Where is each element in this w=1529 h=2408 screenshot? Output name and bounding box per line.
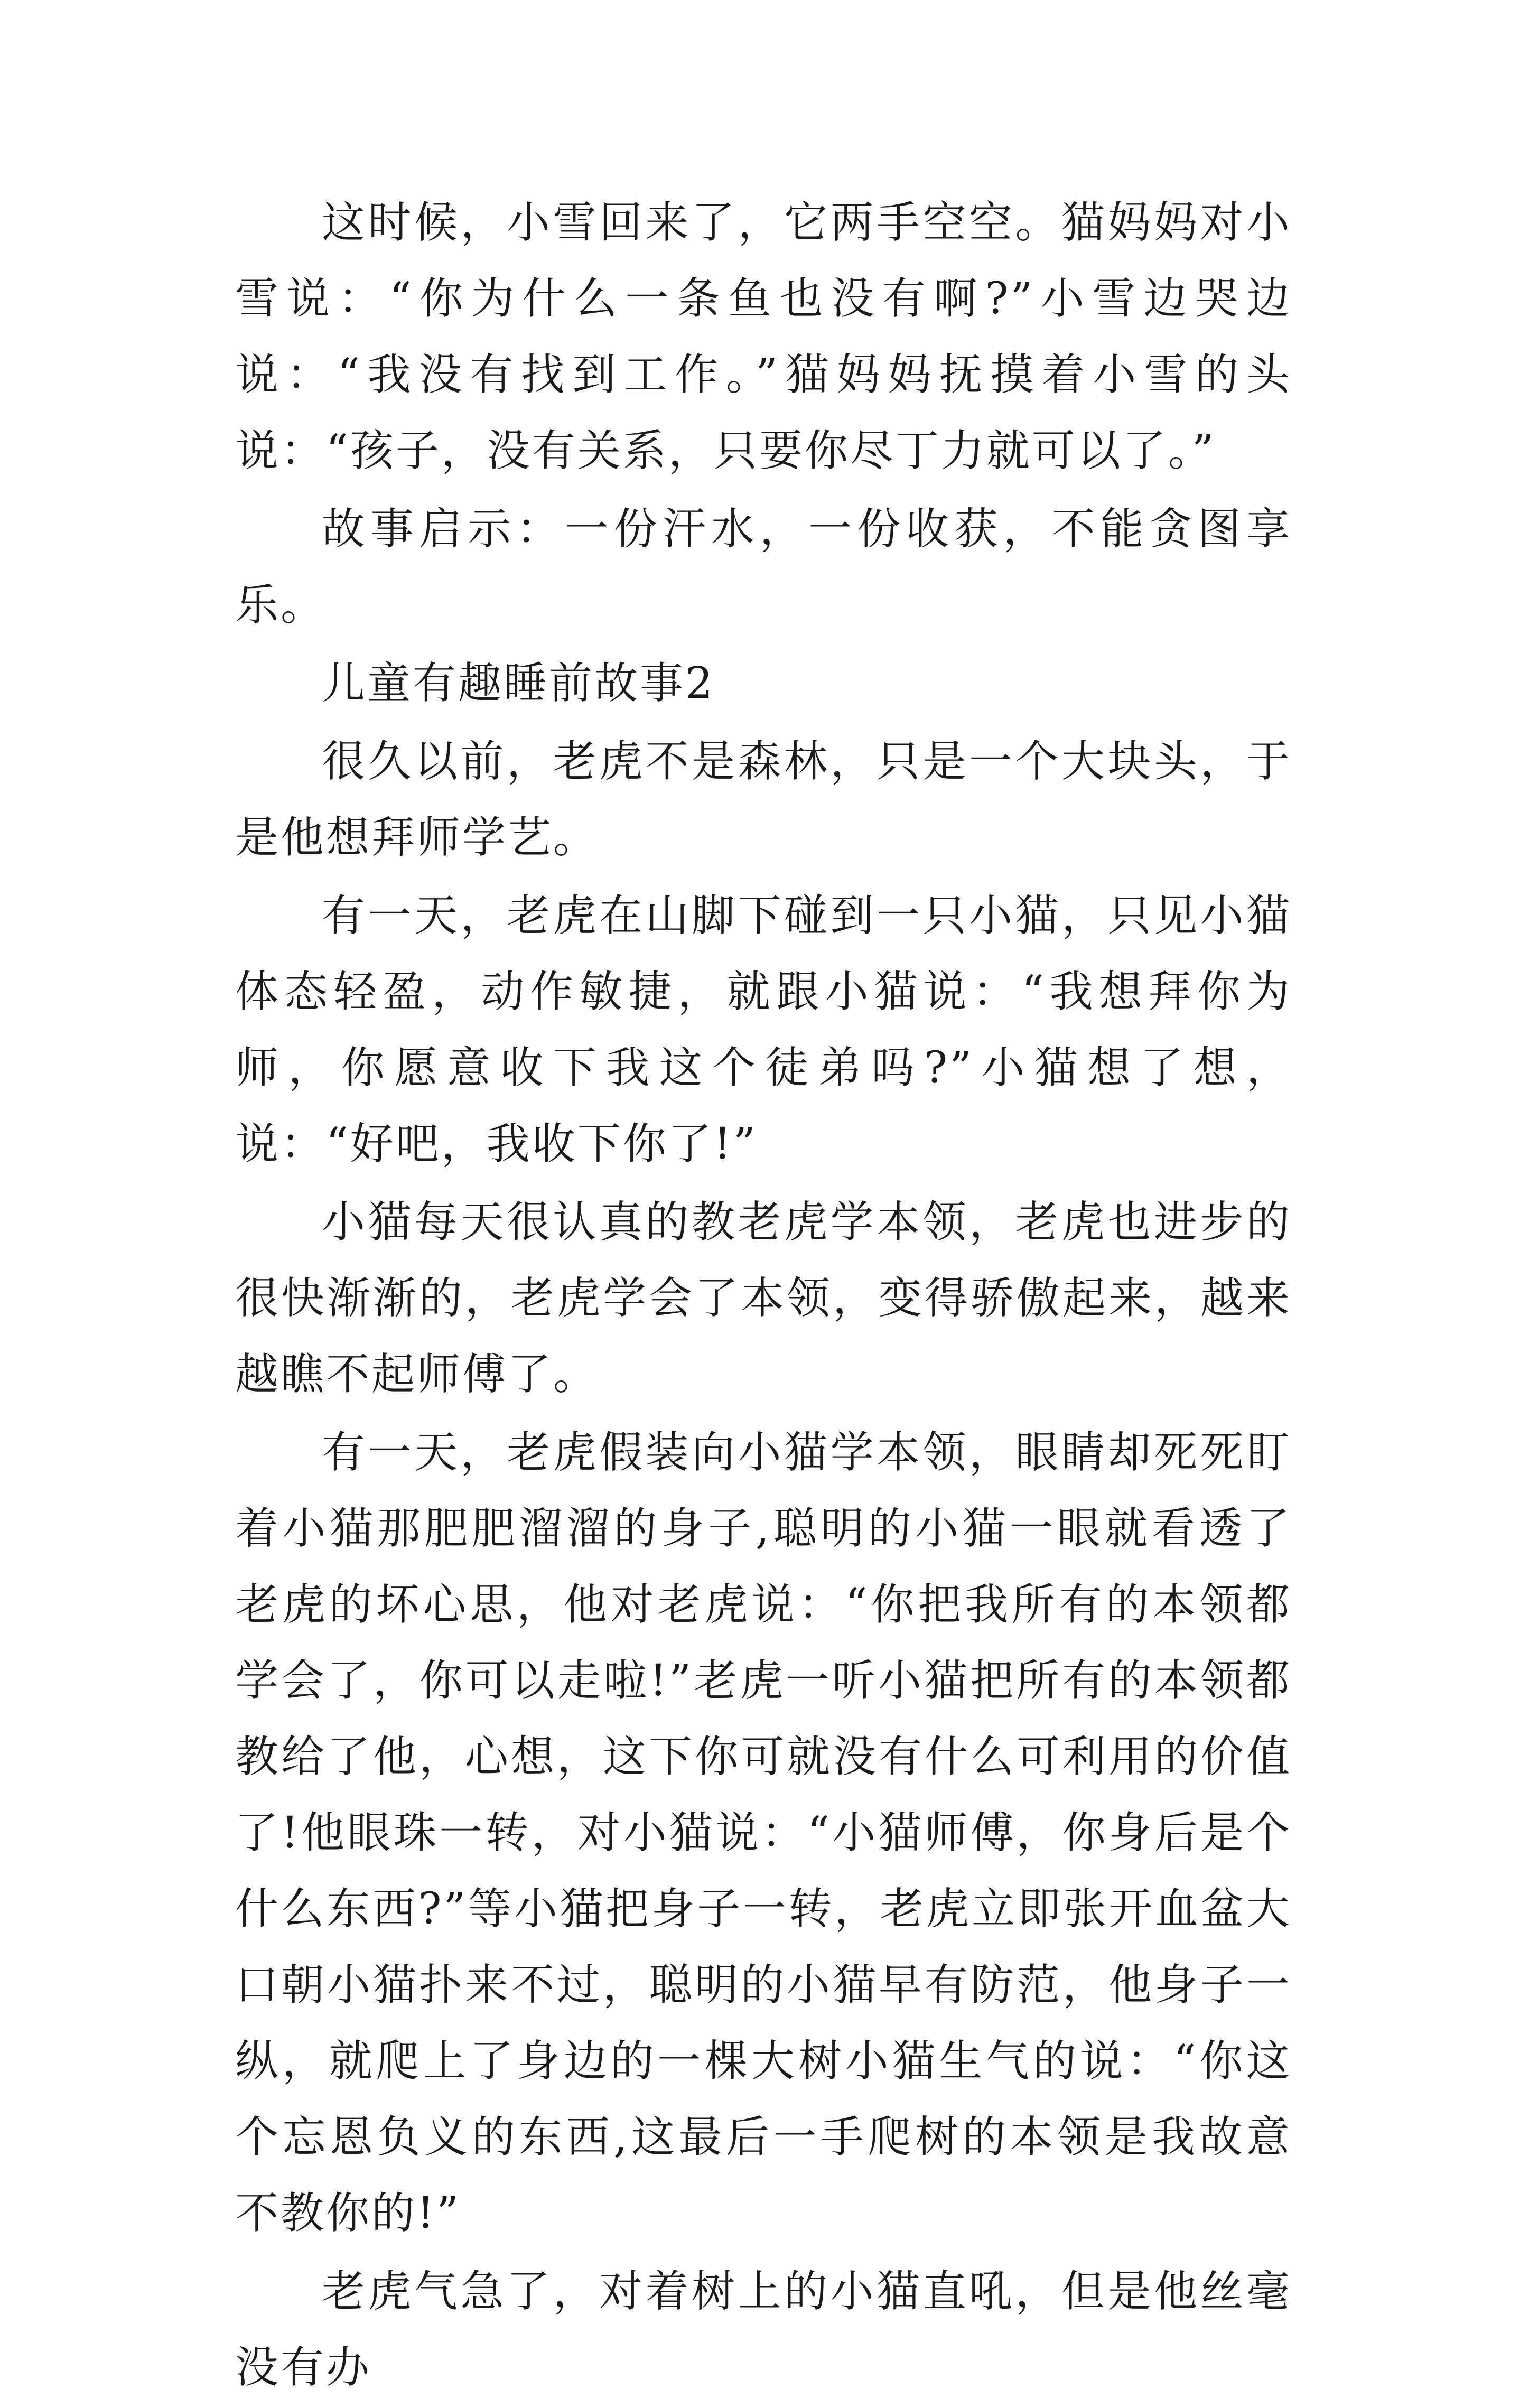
paragraph: 有一天，老虎在山脚下碰到一只小猫，只见小猫体态轻盈，动作敏捷，就跟小猫说：“我想拜你为师，你愿意收下我这个徒弟吗?”小猫想了想，说：“好吧，我收下你了!” [235,891,1292,1169]
paragraph: 老虎气急了，对着树上的小猫直吼，但是他丝毫没有办 [235,2266,1292,2393]
story-title: 儿童有趣睡前故事2 [322,658,715,708]
paragraph: 很久以前，老虎不是森林，只是一个大块头，于是他想拜师学艺。 [235,736,1292,863]
paragraph: 小猫每天很认真的教老虎学本领，老虎也进步的很快渐渐的，老虎学会了本领，变得骄傲起来，越来越瞧不起师傅了。 [235,1197,1292,1399]
document-body [235,185,1292,2408]
paragraph: 有一天，老虎假装向小猫学本领，眼睛却死死盯着小猫那肥肥溜溜的身子,聪明的小猫一眼就看透了老虎的坏心思，他对老虎说：“你把我所有的本领都学会了，你可以走啦!”老虎一听小猫把所有的本领都教给了他，心想，这下你可就没有什么可利用的价值了!他眼珠一转，对小猫说：“小猫师傅，你身后是个什么东西?”等小猫把身子一转，老虎立即张开血盆大口朝小猫扑来不过，聪明的小猫早有防范，他身子一纵，就爬上了身边的一棵大树小猫生气的说：“你这个忘恩负义的东西,这最后一手爬树的本领是我故意不教你的!” [235,1427,1292,2238]
story-moral: 故事启示：一份汗水，一份收获，不能贪图享乐。 [235,504,1292,630]
paragraph: 这时候，小雪回来了，它两手空空。猫妈妈对小雪说：“你为什么一条鱼也没有啊?”小雪边哭边说：“我没有找到工作。”猫妈妈抚摸着小雪的头说：“孩子，没有关系，只要你尽丁力就可以了。” [235,198,1292,476]
